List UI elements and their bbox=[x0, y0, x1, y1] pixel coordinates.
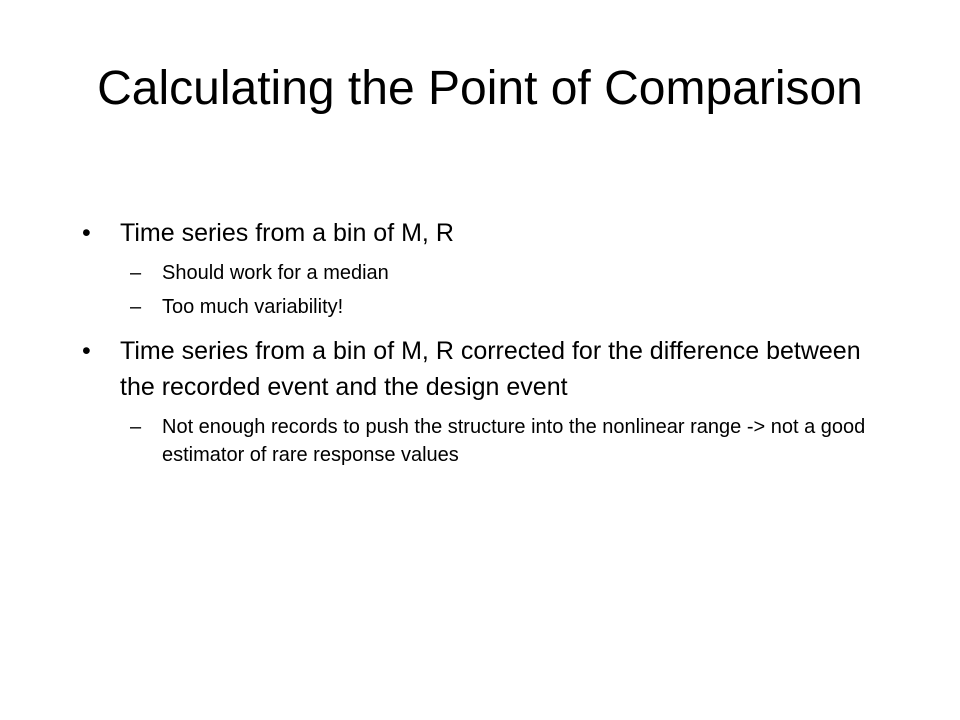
sub-bullet-list bbox=[80, 259, 880, 321]
bullet-item bbox=[80, 333, 880, 405]
sub-bullet-item bbox=[80, 259, 880, 287]
sub-bullet-marker: – bbox=[130, 296, 142, 318]
bullet-text: Time series from a bin of M, R bbox=[120, 219, 454, 247]
bullet-marker: • bbox=[82, 337, 91, 365]
sub-bullet-text: Should work for a median bbox=[162, 262, 389, 284]
bullet-item bbox=[80, 215, 880, 251]
sub-bullet-item bbox=[80, 293, 880, 321]
sub-bullet-marker: – bbox=[130, 262, 142, 284]
bullet-text: Time series from a bin of M, R corrected for the difference between the recorded event and the design event bbox=[120, 337, 861, 401]
sub-bullet-item bbox=[80, 413, 880, 469]
sub-bullet-list bbox=[80, 413, 880, 469]
bullet-list bbox=[80, 215, 880, 481]
bullet-marker: • bbox=[82, 219, 91, 247]
slide-title: Calculating the Point of Comparison bbox=[97, 62, 863, 115]
sub-bullet-marker: – bbox=[130, 416, 142, 438]
sub-bullet-text: Not enough records to push the structure into the nonlinear range -> not a good estimator of rare response values bbox=[162, 416, 866, 466]
sub-bullet-text: Too much variability! bbox=[162, 296, 344, 318]
